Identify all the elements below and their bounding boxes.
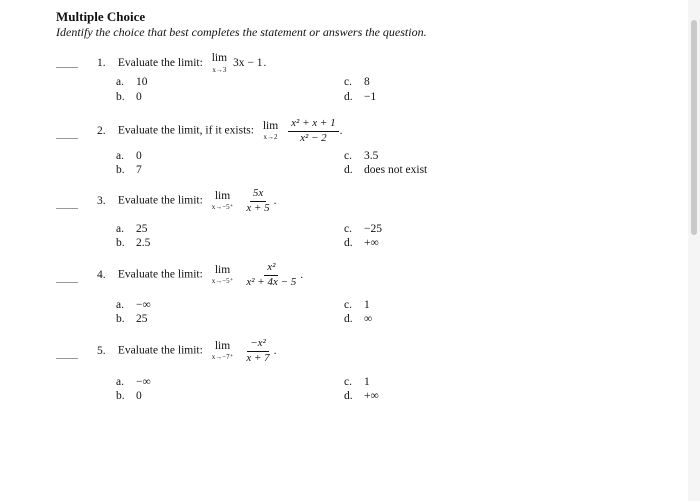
- answer-blank[interactable]: [56, 208, 78, 209]
- choice-a: [116, 150, 142, 162]
- choice-letter: b.: [116, 237, 125, 249]
- choice-b: [116, 390, 142, 402]
- choice-letter: d.: [344, 313, 353, 325]
- question-prompt: [97, 53, 266, 74]
- question-number: 3.: [97, 194, 106, 207]
- choice-letter: d.: [344, 91, 353, 103]
- question-prompt: [97, 338, 277, 364]
- lim-word: lim: [262, 119, 279, 132]
- choice-letter: a.: [116, 76, 124, 88]
- question-number: 1.: [97, 56, 106, 69]
- choice-c: [344, 376, 370, 388]
- choice-c: [344, 150, 378, 162]
- fraction: [243, 338, 272, 364]
- question-text: Evaluate the limit:: [117, 268, 203, 281]
- choice-text: 0: [136, 390, 142, 402]
- choice-text: −25: [364, 223, 382, 235]
- choice-text: 25: [136, 223, 148, 235]
- trailing-period: .: [273, 195, 277, 208]
- choice-letter: b.: [116, 313, 125, 325]
- choice-letter: b.: [116, 164, 125, 176]
- question-text: Evaluate the limit:: [117, 56, 203, 69]
- limit-operator: [212, 53, 227, 74]
- choice-letter: c.: [344, 299, 352, 311]
- choice-letter: c.: [344, 376, 352, 388]
- choice-b: [116, 237, 150, 249]
- lim-subscript: x→3: [212, 65, 227, 74]
- numerator: x² + x + 1: [288, 118, 338, 132]
- choice-letter: a.: [116, 299, 124, 311]
- lim-word: lim: [214, 339, 231, 352]
- choice-letter: c.: [344, 150, 352, 162]
- choice-b: [116, 313, 148, 325]
- choice-a: [116, 376, 151, 388]
- choice-text: 10: [136, 76, 148, 88]
- choice-letter: b.: [116, 390, 125, 402]
- question-number: 5.: [97, 344, 106, 357]
- choice-a: [116, 299, 151, 311]
- lim-word: lim: [211, 52, 228, 64]
- choice-text: 2.5: [136, 237, 151, 249]
- choice-text: 7: [136, 164, 142, 176]
- fraction: [243, 262, 299, 288]
- choice-text: ∞: [364, 313, 373, 325]
- choice-text: 0: [136, 150, 142, 162]
- choice-text: −1: [364, 91, 377, 103]
- choice-d: [344, 237, 379, 249]
- numerator: x²: [264, 262, 278, 276]
- numerator: −x²: [247, 338, 269, 352]
- choice-b: [116, 164, 142, 176]
- question-text: Evaluate the limit:: [117, 344, 203, 357]
- scrollbar-thumb[interactable]: [691, 20, 697, 235]
- math-expression: [257, 118, 343, 144]
- math-expression: [206, 338, 277, 364]
- choice-text: 1: [364, 299, 370, 311]
- question-prompt: [97, 262, 303, 288]
- math-expression: [206, 188, 277, 214]
- choice-text: 3.5: [364, 150, 379, 162]
- choice-d: [344, 390, 379, 402]
- choice-text: 1: [364, 376, 370, 388]
- question-text: Evaluate the limit:: [117, 194, 203, 207]
- choice-letter: a.: [116, 223, 124, 235]
- question-text: Evaluate the limit, if it exists:: [117, 124, 254, 137]
- choice-text: 0: [136, 91, 142, 103]
- limit-operator: [263, 121, 278, 142]
- choice-d: [344, 164, 427, 176]
- section-title: Multiple Choice: [56, 9, 146, 24]
- trailing-period: .: [273, 345, 277, 358]
- fraction: [243, 188, 272, 214]
- answer-blank[interactable]: [56, 138, 78, 139]
- choice-d: [344, 91, 376, 103]
- limit-expression: 3x − 1: [233, 57, 263, 70]
- lim-subscript: x→2: [263, 133, 278, 142]
- question-prompt: [97, 188, 277, 214]
- choice-a: [116, 223, 148, 235]
- choice-b: [116, 91, 142, 103]
- choice-letter: c.: [344, 223, 352, 235]
- lim-subscript: x→−5⁺: [211, 277, 234, 286]
- choice-c: [344, 299, 370, 311]
- vertical-scrollbar[interactable]: [688, 0, 700, 501]
- trailing-period: .: [300, 269, 304, 282]
- lim-word: lim: [214, 263, 231, 276]
- question-prompt: [97, 118, 342, 144]
- question-number: 2.: [97, 124, 106, 137]
- lim-subscript: x→−7⁺: [211, 353, 234, 362]
- choice-letter: a.: [116, 376, 124, 388]
- choice-letter: d.: [344, 390, 353, 402]
- question-number: 4.: [97, 268, 106, 281]
- denominator: x + 7: [246, 351, 270, 364]
- answer-blank[interactable]: [56, 358, 78, 359]
- answer-blank[interactable]: [56, 67, 78, 68]
- limit-operator: [212, 265, 234, 286]
- choice-text: 8: [364, 76, 370, 88]
- choice-a: [116, 76, 148, 88]
- trailing-period: .: [339, 125, 343, 138]
- choice-text: −∞: [136, 376, 151, 388]
- section-instructions: Identify the choice that best completes the statement or answers the question.: [56, 25, 427, 39]
- lim-subscript: x→−5⁺: [211, 203, 234, 212]
- math-expression: [206, 53, 267, 74]
- denominator: x + 5: [246, 201, 270, 214]
- choice-c: [344, 223, 382, 235]
- choice-text: +∞: [364, 237, 379, 249]
- choice-letter: a.: [116, 150, 124, 162]
- choice-text: does not exist: [364, 164, 428, 176]
- choice-letter: b.: [116, 91, 125, 103]
- choice-text: 25: [136, 313, 148, 325]
- limit-operator: [212, 191, 234, 212]
- choice-letter: d.: [344, 237, 353, 249]
- numerator: 5x: [250, 188, 266, 202]
- math-expression: [206, 262, 303, 288]
- choice-d: [344, 313, 372, 325]
- denominator: x² + 4x − 5: [246, 275, 297, 288]
- answer-blank[interactable]: [56, 282, 78, 283]
- choice-text: −∞: [136, 299, 151, 311]
- choice-letter: c.: [344, 76, 352, 88]
- choice-text: +∞: [364, 390, 379, 402]
- choice-letter: d.: [344, 164, 353, 176]
- lim-word: lim: [214, 189, 231, 202]
- denominator: x² − 2: [300, 131, 327, 144]
- choice-c: [344, 76, 370, 88]
- limit-operator: [212, 341, 234, 362]
- fraction: [288, 118, 338, 144]
- trailing-period: .: [263, 57, 267, 70]
